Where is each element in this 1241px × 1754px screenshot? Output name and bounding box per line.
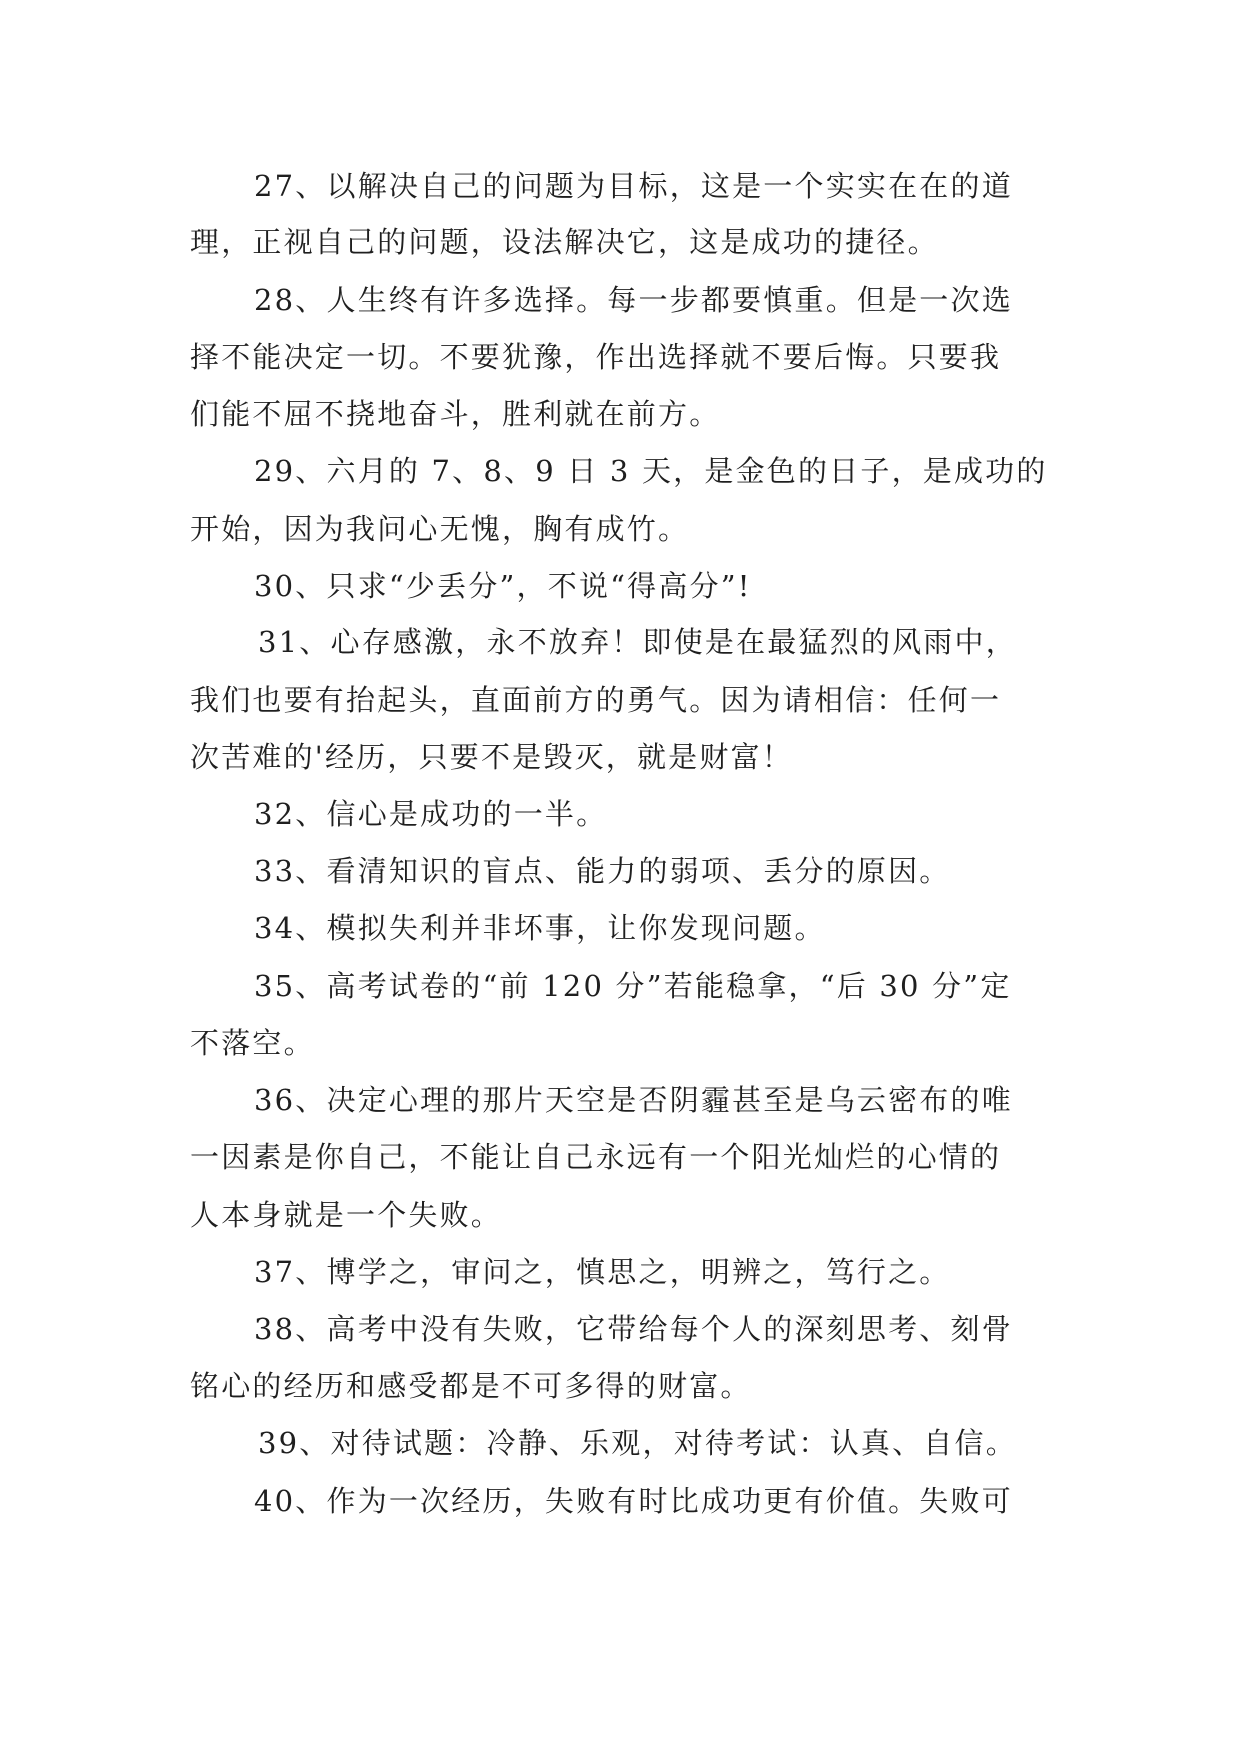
text-line: 30、只求“少丢分”，不说“得高分”! [254,569,752,603]
text-line: 们能不屈不挠地奋斗，胜利就在前方。 [190,397,721,431]
text-line: 37、博学之，审问之，慎思之，明辨之，笃行之。 [254,1255,951,1289]
text-line: 39、对待试题：冷静、乐观，对待考试：认真、自信。 [258,1426,1017,1460]
text-line: 27、以解决自己的问题为目标，这是一个实实在在的道 [254,169,1013,203]
text-line: 35、高考试卷的“前 120 分”若能稳拿，“后 30 分”定 [254,969,1012,1003]
text-line: 36、决定心理的那片天空是否阴霾甚至是乌云密布的唯 [254,1083,1013,1117]
text-line: 人本身就是一个失败。 [190,1198,503,1232]
text-line: 29、六月的 7、8、9 日 3 天，是金色的日子，是成功的 [254,454,1048,488]
text-line: 32、信心是成功的一半。 [254,797,608,831]
text-line: 我们也要有抬起头，直面前方的勇气。因为请相信：任何一 [190,683,1002,717]
text-line: 31、心存感激，永不放弃！即使是在最猛烈的风雨中， [258,625,1017,659]
text-line: 33、看清知识的盲点、能力的弱项、丢分的原因。 [254,854,951,888]
text-line: 开始，因为我问心无愧，胸有成竹。 [190,512,690,546]
text-line: 一因素是你自己，不能让自己永远有一个阳光灿烂的心情的 [190,1140,1002,1174]
text-line: 铭心的经历和感受都是不可多得的财富。 [190,1369,752,1403]
text-line: 40、作为一次经历，失败有时比成功更有价值。失败可 [254,1484,1013,1518]
text-line: 理，正视自己的问题，设法解决它，这是成功的捷径。 [190,225,939,259]
text-line: 28、人生终有许多选择。每一步都要慎重。但是一次选 [254,283,1013,317]
text-line: 34、模拟失利并非坏事，让你发现问题。 [254,911,826,945]
text-line: 择不能决定一切。不要犹豫，作出选择就不要后悔。只要我 [190,340,1002,374]
text-line: 不落空。 [190,1026,315,1060]
text-line: 次苦难的'经历，只要不是毁灭，就是财富！ [190,740,793,774]
text-line: 38、高考中没有失败，它带给每个人的深刻思考、刻骨 [254,1312,1013,1346]
